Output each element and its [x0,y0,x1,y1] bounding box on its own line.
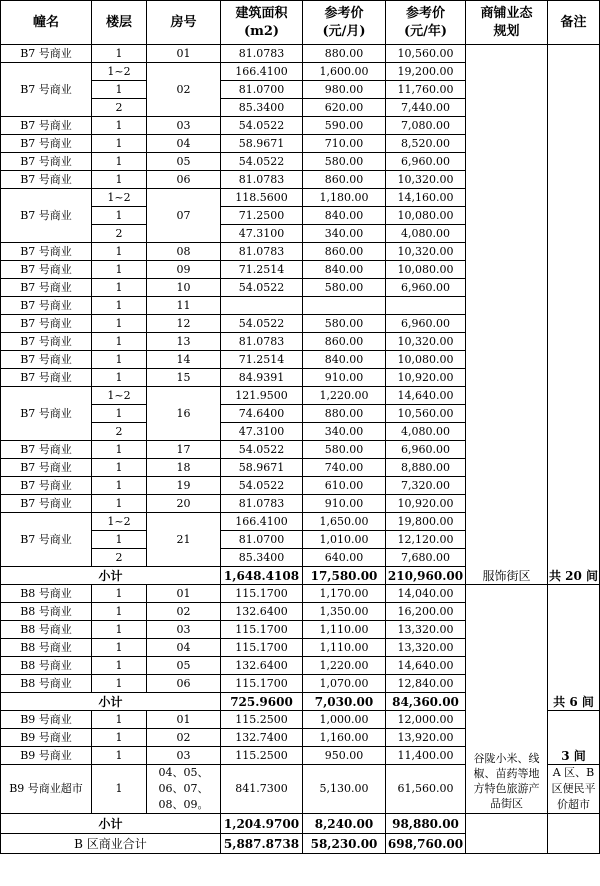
building-cell: B7 号商业 [1,513,92,567]
yearly-cell: 13,320.00 [386,639,466,657]
monthly-cell: 610.00 [303,477,386,495]
room-cell: 11 [147,297,221,315]
yearly-cell: 10,320.00 [386,171,466,189]
area-cell: 81.0783 [221,495,303,513]
floor-cell: 1 [92,333,147,351]
room-cell: 04、05、06、07、08、09。 [147,765,221,814]
yearly-cell: 12,840.00 [386,675,466,693]
room-cell: 14 [147,351,221,369]
subtotal-label: 小计 [1,693,221,711]
floor-cell: 1 [92,45,147,63]
floor-cell: 1 [92,261,147,279]
building-cell: B7 号商业 [1,45,92,63]
area-cell: 132.6400 [221,603,303,621]
area-cell: 115.1700 [221,639,303,657]
area-cell: 58.9671 [221,135,303,153]
yearly-cell: 8,520.00 [386,135,466,153]
plan-cell-b9: A 区、B 区便民平价超市 [548,765,600,814]
monthly-cell: 1,350.00 [303,603,386,621]
floor-cell: 1 [92,747,147,765]
floor-cell: 1 [92,585,147,603]
yearly-cell: 7,320.00 [386,477,466,495]
floor-cell: 1 [92,639,147,657]
monthly-cell: 860.00 [303,333,386,351]
yearly-cell: 7,440.00 [386,99,466,117]
floor-cell: 1 [92,765,147,814]
subtotal-yearly: 98,880.00 [386,814,466,834]
area-cell [221,297,303,315]
area-cell: 81.0783 [221,243,303,261]
building-cell: B7 号商业 [1,477,92,495]
building-cell: B9 号商业 [1,711,92,729]
subtotal-monthly: 8,240.00 [303,814,386,834]
building-cell: B7 号商业 [1,459,92,477]
monthly-cell: 910.00 [303,495,386,513]
header-room: 房号 [147,1,221,45]
room-cell: 05 [147,153,221,171]
area-cell: 54.0522 [221,117,303,135]
area-cell: 81.0700 [221,81,303,99]
monthly-cell: 710.00 [303,135,386,153]
yearly-cell: 7,680.00 [386,549,466,567]
header-remark: 备注 [548,1,600,45]
room-cell: 02 [147,603,221,621]
monthly-cell: 590.00 [303,117,386,135]
area-cell: 81.0783 [221,333,303,351]
monthly-cell: 620.00 [303,99,386,117]
floor-cell: 1~2 [92,63,147,81]
building-cell: B7 号商业 [1,369,92,387]
floor-cell: 1 [92,405,147,423]
area-cell: 58.9671 [221,459,303,477]
remark-cell-b7: 共 20 间 [548,45,600,585]
building-cell: B7 号商业 [1,243,92,261]
monthly-cell: 1,110.00 [303,639,386,657]
plan-empty-cell [466,814,548,854]
monthly-cell: 1,110.00 [303,621,386,639]
monthly-cell: 980.00 [303,81,386,99]
monthly-cell: 880.00 [303,405,386,423]
header-monthly-price: 参考价 (元/月) [303,1,386,45]
yearly-cell: 19,200.00 [386,63,466,81]
monthly-cell: 1,160.00 [303,729,386,747]
floor-cell: 1 [92,495,147,513]
building-cell: B9 号商业 [1,729,92,747]
room-cell: 19 [147,477,221,495]
table-row [1,45,600,63]
subtotal-label: 小计 [1,567,221,585]
building-cell: B8 号商业 [1,639,92,657]
header-area: 建筑面积 (m2) [221,1,303,45]
floor-cell: 1 [92,315,147,333]
room-cell: 01 [147,45,221,63]
room-cell: 06 [147,675,221,693]
area-cell: 54.0522 [221,477,303,495]
monthly-cell: 880.00 [303,45,386,63]
building-cell: B7 号商业 [1,171,92,189]
floor-cell: 1 [92,297,147,315]
subtotal-area: 1,648.4108 [221,567,303,585]
building-cell: B7 号商业 [1,387,92,441]
area-cell: 54.0522 [221,441,303,459]
building-cell: B8 号商业 [1,603,92,621]
building-cell: B7 号商业 [1,441,92,459]
monthly-cell: 1,170.00 [303,585,386,603]
yearly-cell: 7,080.00 [386,117,466,135]
yearly-cell: 6,960.00 [386,315,466,333]
floor-cell: 1~2 [92,387,147,405]
yearly-cell: 10,080.00 [386,351,466,369]
yearly-cell: 11,400.00 [386,747,466,765]
room-cell: 06 [147,171,221,189]
room-cell: 17 [147,441,221,459]
floor-cell: 1 [92,621,147,639]
area-cell: 841.7300 [221,765,303,814]
remark-cell-b8: 共 6 间 [548,585,600,711]
floor-cell: 1 [92,351,147,369]
area-cell: 71.2514 [221,261,303,279]
area-cell: 84.9391 [221,369,303,387]
building-cell: B8 号商业 [1,585,92,603]
area-cell: 54.0522 [221,153,303,171]
floor-cell: 2 [92,423,147,441]
floor-cell: 1 [92,117,147,135]
area-cell: 132.6400 [221,657,303,675]
monthly-cell: 860.00 [303,243,386,261]
floor-cell: 1 [92,135,147,153]
floor-cell: 1 [92,171,147,189]
remark-cell-b9: 3 间 [548,711,600,765]
room-cell: 01 [147,711,221,729]
building-cell: B8 号商业 [1,621,92,639]
yearly-cell: 14,160.00 [386,189,466,207]
area-cell: 71.2514 [221,351,303,369]
monthly-cell: 840.00 [303,207,386,225]
grand-total-yearly: 698,760.00 [386,834,466,854]
monthly-cell: 1,650.00 [303,513,386,531]
room-cell: 03 [147,117,221,135]
grand-total-monthly: 58,230.00 [303,834,386,854]
area-cell: 121.9500 [221,387,303,405]
room-cell: 12 [147,315,221,333]
room-cell: 04 [147,639,221,657]
monthly-cell: 580.00 [303,279,386,297]
monthly-cell: 1,000.00 [303,711,386,729]
yearly-cell: 12,000.00 [386,711,466,729]
room-cell: 10 [147,279,221,297]
monthly-cell: 340.00 [303,225,386,243]
floor-cell: 1 [92,477,147,495]
floor-cell: 1 [92,711,147,729]
room-cell: 21 [147,513,221,567]
subtotal-monthly: 17,580.00 [303,567,386,585]
yearly-cell: 61,560.00 [386,765,466,814]
area-cell: 81.0783 [221,171,303,189]
floor-cell: 1 [92,369,147,387]
building-cell: B7 号商业 [1,495,92,513]
building-cell: B7 号商业 [1,279,92,297]
yearly-cell: 14,040.00 [386,585,466,603]
area-cell: 54.0522 [221,315,303,333]
floor-cell: 1 [92,531,147,549]
yearly-cell: 11,760.00 [386,81,466,99]
area-cell: 81.0700 [221,531,303,549]
plan-cell-b7: 服饰街区 [466,45,548,585]
area-cell: 54.0522 [221,279,303,297]
monthly-cell: 1,180.00 [303,189,386,207]
room-cell: 20 [147,495,221,513]
floor-cell: 1 [92,675,147,693]
yearly-cell: 13,920.00 [386,729,466,747]
floor-cell: 2 [92,99,147,117]
yearly-cell: 8,880.00 [386,459,466,477]
area-cell: 118.5600 [221,189,303,207]
subtotal-label: 小计 [1,814,221,834]
floor-cell: 2 [92,225,147,243]
room-cell: 08 [147,243,221,261]
building-cell: B8 号商业 [1,675,92,693]
building-cell: B9 号商业 [1,747,92,765]
monthly-cell [303,297,386,315]
monthly-cell: 5,130.00 [303,765,386,814]
monthly-cell: 740.00 [303,459,386,477]
monthly-cell: 580.00 [303,153,386,171]
area-cell: 132.7400 [221,729,303,747]
room-cell: 16 [147,387,221,441]
floor-cell: 1 [92,243,147,261]
area-cell: 81.0783 [221,45,303,63]
yearly-cell: 6,960.00 [386,279,466,297]
floor-cell: 1 [92,81,147,99]
header-yearly-price: 参考价 (元/年) [386,1,466,45]
room-cell: 02 [147,729,221,747]
area-cell: 115.2500 [221,747,303,765]
building-cell: B7 号商业 [1,297,92,315]
area-cell: 115.2500 [221,711,303,729]
building-cell: B7 号商业 [1,261,92,279]
area-cell: 85.3400 [221,549,303,567]
yearly-cell: 14,640.00 [386,387,466,405]
area-cell: 115.1700 [221,585,303,603]
floor-cell: 1~2 [92,189,147,207]
area-cell: 166.4100 [221,513,303,531]
yearly-cell: 10,080.00 [386,207,466,225]
floor-cell: 1 [92,459,147,477]
building-cell: B9 号商业超市 [1,765,92,814]
subtotal-area: 725.9600 [221,693,303,711]
monthly-cell: 910.00 [303,369,386,387]
monthly-cell: 1,220.00 [303,657,386,675]
yearly-cell: 10,320.00 [386,333,466,351]
monthly-cell: 1,010.00 [303,531,386,549]
building-cell: B7 号商业 [1,135,92,153]
yearly-cell: 6,960.00 [386,153,466,171]
monthly-cell: 580.00 [303,315,386,333]
yearly-cell: 6,960.00 [386,441,466,459]
monthly-cell: 840.00 [303,351,386,369]
yearly-cell: 13,320.00 [386,621,466,639]
header-shop-plan: 商铺业态 规划 [466,1,548,45]
monthly-cell: 840.00 [303,261,386,279]
yearly-cell [386,297,466,315]
monthly-cell: 1,600.00 [303,63,386,81]
plan-cell-b8: 谷陇小米、线椒、苗药等地方特色旅游产品街区 [466,585,548,814]
building-cell: B8 号商业 [1,657,92,675]
yearly-cell: 16,200.00 [386,603,466,621]
room-cell: 01 [147,585,221,603]
area-cell: 115.1700 [221,621,303,639]
room-cell: 03 [147,747,221,765]
subtotal-yearly: 210,960.00 [386,567,466,585]
grand-total-area: 5,887.8738 [221,834,303,854]
floor-cell: 1 [92,603,147,621]
room-cell: 03 [147,621,221,639]
floor-cell: 1 [92,279,147,297]
subtotal-row-b9 [1,814,600,834]
room-cell: 15 [147,369,221,387]
yearly-cell: 10,920.00 [386,369,466,387]
monthly-cell: 640.00 [303,549,386,567]
monthly-cell: 860.00 [303,171,386,189]
room-cell: 07 [147,189,221,243]
room-cell: 05 [147,657,221,675]
floor-cell: 1~2 [92,513,147,531]
area-cell: 47.3100 [221,225,303,243]
floor-cell: 1 [92,153,147,171]
monthly-cell: 340.00 [303,423,386,441]
room-cell: 18 [147,459,221,477]
building-cell: B7 号商业 [1,315,92,333]
yearly-cell: 10,560.00 [386,45,466,63]
subtotal-monthly: 7,030.00 [303,693,386,711]
monthly-cell: 1,220.00 [303,387,386,405]
floor-cell: 1 [92,207,147,225]
yearly-cell: 19,800.00 [386,513,466,531]
monthly-cell: 950.00 [303,747,386,765]
area-cell: 115.1700 [221,675,303,693]
header-building: 幢名 [1,1,92,45]
monthly-cell: 1,070.00 [303,675,386,693]
room-cell: 02 [147,63,221,117]
yearly-cell: 4,080.00 [386,225,466,243]
subtotal-area: 1,204.9700 [221,814,303,834]
yearly-cell: 10,080.00 [386,261,466,279]
building-cell: B7 号商业 [1,153,92,171]
floor-cell: 1 [92,441,147,459]
monthly-cell: 580.00 [303,441,386,459]
floor-cell: 1 [92,657,147,675]
table-row [1,585,600,603]
yearly-cell: 12,120.00 [386,531,466,549]
grand-total-label: B 区商业合计 [1,834,221,854]
area-cell: 74.6400 [221,405,303,423]
area-cell: 166.4100 [221,63,303,81]
yearly-cell: 4,080.00 [386,423,466,441]
building-cell: B7 号商业 [1,117,92,135]
area-cell: 47.3100 [221,423,303,441]
room-cell: 04 [147,135,221,153]
building-cell: B7 号商业 [1,63,92,117]
remark-empty-cell [548,814,600,854]
area-cell: 71.2500 [221,207,303,225]
building-cell: B7 号商业 [1,189,92,243]
yearly-cell: 10,560.00 [386,405,466,423]
floor-cell: 2 [92,549,147,567]
room-cell: 13 [147,333,221,351]
building-cell: B7 号商业 [1,351,92,369]
area-cell: 85.3400 [221,99,303,117]
subtotal-yearly: 84,360.00 [386,693,466,711]
room-cell: 09 [147,261,221,279]
building-cell: B7 号商业 [1,333,92,351]
yearly-cell: 10,320.00 [386,243,466,261]
yearly-cell: 10,920.00 [386,495,466,513]
yearly-cell: 14,640.00 [386,657,466,675]
header-floor: 楼层 [92,1,147,45]
floor-cell: 1 [92,729,147,747]
